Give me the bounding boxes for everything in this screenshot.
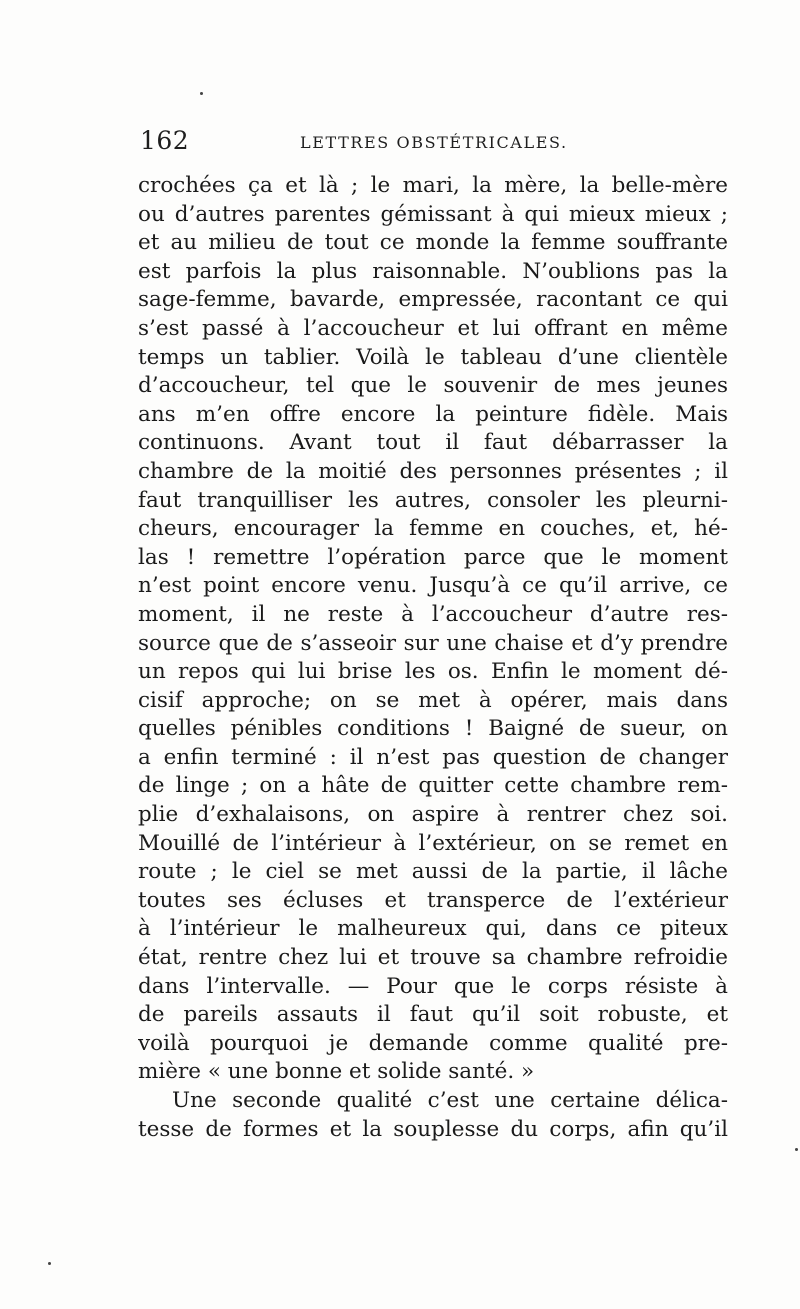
text-line: et au milieu de tout ce monde la femme souffrante bbox=[138, 230, 728, 256]
text-line: s’est passé à l’accoucheur et lui offrant en même bbox=[138, 315, 728, 341]
text-line: est parfois la plus raisonnable. N’oublions pas la bbox=[138, 258, 728, 284]
text-line: Mouillé de l’intérieur à l’extérieur, on se remet en bbox=[138, 830, 728, 856]
print-speck bbox=[48, 1262, 51, 1265]
text-line: ou d’autres parentes gémissant à qui mieux mieux ; bbox=[138, 201, 728, 227]
text-line: dans l’intervalle. — Pour que le corps résiste à bbox=[138, 973, 728, 999]
text-line: état, rentre chez lui et trouve sa chambre refroidie bbox=[138, 945, 728, 971]
text-line: mière « une bonne et solide santé. » bbox=[138, 1059, 535, 1085]
text-line: n’est point encore venu. Jusqu’à ce qu’il arrive, ce bbox=[138, 573, 728, 599]
text-line: continuons. Avant tout il faut débarrasser la bbox=[138, 430, 728, 456]
text-line: source que de s’asseoir sur une chaise et d’y prendre bbox=[138, 630, 728, 656]
text-line: crochées ça et là ; le mari, la mère, la belle-mère bbox=[138, 173, 728, 198]
running-title: LETTRES OBSTÉTRICALES. bbox=[300, 133, 568, 152]
text-line: cheurs, encourager la femme en couches, et, hé- bbox=[138, 516, 728, 542]
text-line: a enfin terminé : il n’est pas question de changer bbox=[138, 744, 728, 770]
print-speck bbox=[200, 92, 203, 95]
text-line: toutes ses écluses et transperce de l’extérieur bbox=[138, 887, 728, 913]
text-line: un repos qui lui brise les os. Enfin le moment dé- bbox=[138, 659, 728, 685]
text-line: chambre de la moitié des personnes présentes ; il bbox=[138, 458, 728, 484]
text-line: temps un tablier. Voilà le tableau d’une clientèle bbox=[138, 344, 728, 370]
text-line: de pareils assauts il faut qu’il soit robuste, et bbox=[138, 1002, 728, 1028]
body-text bbox=[138, 172, 728, 1144]
text-line: route ; le ciel se met aussi de la partie, il lâche bbox=[138, 859, 728, 885]
text-line: d’accoucheur, tel que le souvenir de mes jeunes bbox=[138, 373, 728, 399]
text-line: moment, il ne reste à l’accoucheur d’autre res- bbox=[138, 601, 728, 627]
text-line: de linge ; on a hâte de quitter cette chambre rem- bbox=[138, 773, 728, 799]
page-header bbox=[140, 126, 725, 158]
page-number: 162 bbox=[140, 126, 190, 155]
print-speck bbox=[795, 1148, 798, 1151]
text-line: quelles pénibles conditions ! Baigné de sueur, on bbox=[138, 716, 728, 742]
text-line: las ! remettre l’opération parce que le moment bbox=[138, 544, 728, 570]
text-line: cisif approche; on se met à opérer, mais dans bbox=[138, 687, 728, 713]
text-line: voilà pourquoi je demande comme qualité pre- bbox=[138, 1030, 728, 1056]
text-line: faut tranquilliser les autres, consoler les pleurni- bbox=[138, 487, 728, 513]
text-line: tesse de formes et la souplesse du corps, afin qu’il bbox=[138, 1116, 728, 1142]
text-line: ans m’en offre encore la peinture fidèle. Mais bbox=[138, 401, 728, 427]
text-line: Une seconde qualité c’est une certaine délica- bbox=[172, 1088, 728, 1113]
text-line: plie d’exhalaisons, on aspire à rentrer chez soi. bbox=[138, 802, 728, 828]
text-line: à l’intérieur le malheureux qui, dans ce piteux bbox=[138, 916, 728, 942]
text-line: sage-femme, bavarde, empressée, racontant ce qui bbox=[138, 287, 728, 313]
